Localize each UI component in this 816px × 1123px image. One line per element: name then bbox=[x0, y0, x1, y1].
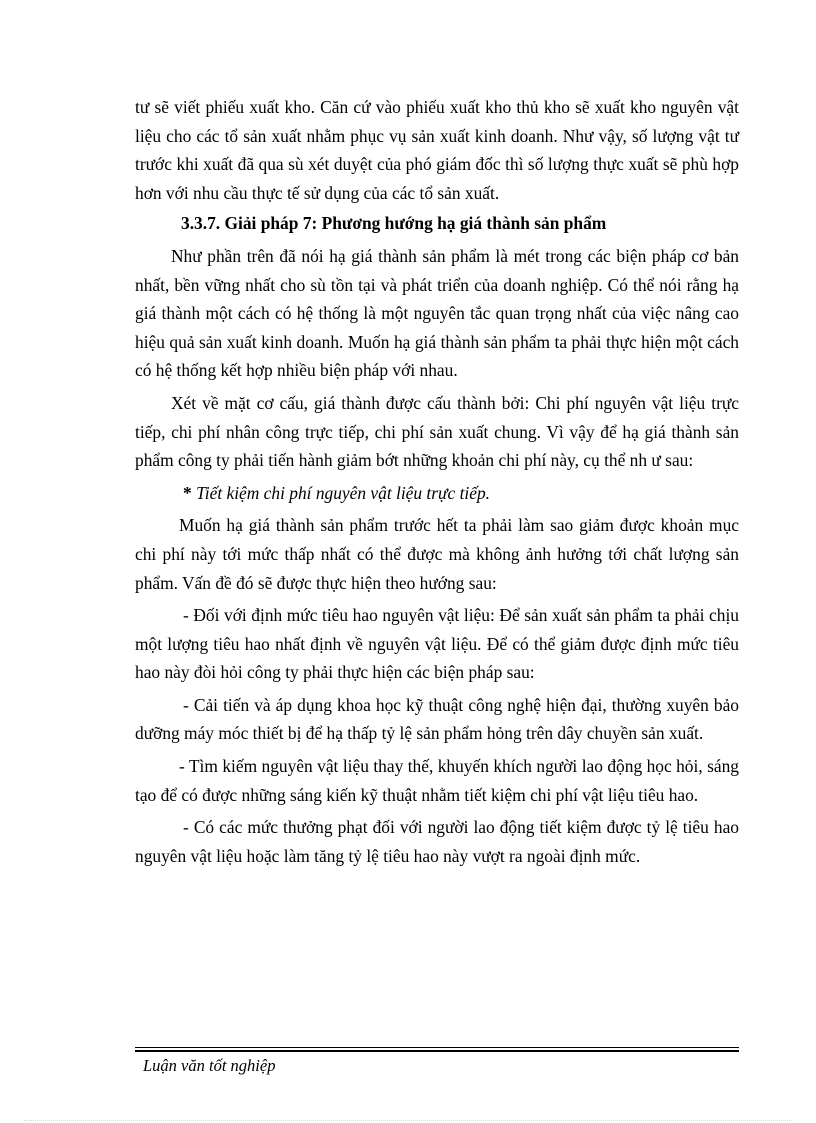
paragraph-2: Như phần trên đã nói hạ giá thành sản phẩm là mét trong các biện pháp cơ bản nhất, bền vững nhất cho sù tồn tại và phát triển của doanh nghiệp. Có thể nói rằng hạ giá thành một cách có hệ thống là một nguyên tắc quan trọng nhất của việc nâng cao hiệu quả sản xuất kinh doanh. Muốn hạ giá thành sản phẩm ta phải thực hiện một cách có hệ thống kết hợp nhiều biện pháp với nhau. bbox=[135, 245, 739, 381]
footer-rule-thick bbox=[135, 1050, 739, 1052]
section-heading: 3.3.7. Giải pháp 7: Phương hướng hạ giá thành sản phẩm bbox=[181, 213, 607, 234]
paragraph-3: Xét về mặt cơ cấu, giá thành được cấu thành bởi: Chi phí nguyên vật liệu trực tiếp, chi phí nhân công trực tiếp, chi phí sản xuất chung. Vì vậy để hạ giá thành sản phẩm công ty phải tiến hành giảm bớt những khoản chi phí này, cụ thể nh ư sau: bbox=[135, 392, 739, 471]
paragraph-5: - Đối với định mức tiêu hao nguyên vật liệu: Để sản xuất sản phẩm ta phải chịu một lượng tiêu hao nhất định về nguyên vật liệu. Để có thể giảm được định mức tiêu hao này đòi hỏi công ty phải thực hiện các biện pháp sau: bbox=[135, 605, 739, 683]
bullet-star: * bbox=[183, 482, 192, 503]
italic-subheading-text: Tiết kiệm chi phí nguyên vật liệu trực tiếp. bbox=[196, 482, 491, 503]
footer-rule-thin bbox=[135, 1047, 739, 1048]
document-body bbox=[135, 93, 739, 870]
paragraph-1: tư sẽ viết phiếu xuất kho. Căn cứ vào phiếu xuất kho thủ kho sẽ xuất kho nguyên vật liệu cho các tổ sản xuất nhằm phục vụ sản xuất kinh doanh. Như vậy, số lượng vật tư trước khi xuất đã qua sù xét duyệt của phó giám đốc thì số lượng thực xuất sẽ phù hợp hơn với nhu cầu thực tế sử dụng của các tổ sản xuất. bbox=[135, 97, 739, 203]
paragraph-6: - Cải tiến và áp dụng khoa học kỹ thuật công nghệ hiện đại, thường xuyên bảo dưỡng máy móc thiết bị để hạ thấp tỷ lệ sản phẩm hỏng trên dây chuyền sản xuất. bbox=[135, 694, 739, 744]
italic-subheading bbox=[135, 479, 739, 508]
paragraph-7: - Tìm kiếm nguyên vật liệu thay thế, khuyến khích người lao động học hỏi, sáng tạo để có được những sáng kiến kỹ thuật nhằm tiết kiệm chi phí vật liệu tiêu hao. bbox=[135, 756, 739, 805]
page-bottom-edge bbox=[24, 1120, 792, 1121]
paragraph-4: Muốn hạ giá thành sản phẩm trước hết ta phải làm sao giảm được khoản mục chi phí này tới mức thấp nhất có thể được mà không ảnh hưởng tới chất lượng sản phẩm. Vấn đề đó sẽ được thực hiện theo hướng sau: bbox=[135, 515, 739, 593]
paragraph-8: - Có các mức thưởng phạt đối với người lao động tiết kiệm được tỷ lệ tiêu hao nguyên vật liệu hoặc làm tăng tỷ lệ tiêu hao này vượt ra ngoài định mức. bbox=[135, 817, 739, 866]
footer-label: Luận văn tốt nghiệp bbox=[143, 1056, 276, 1075]
